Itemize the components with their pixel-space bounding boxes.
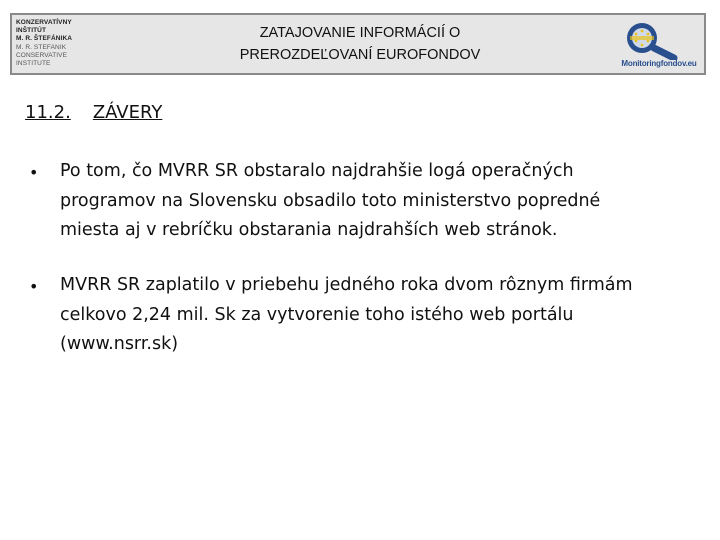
section-title: ZÁVERY: [92, 102, 163, 123]
institute-logo: [16, 19, 82, 71]
institute-logo-line: CONSERVATIVE: [16, 51, 68, 59]
bullet-paragraph-1: [60, 157, 710, 246]
bullet-line: programov na Slovensku obsadilo toto ministerstvo popredné: [60, 190, 601, 211]
institute-logo-line: M. R. ŠTEFÁNIKA: [16, 35, 73, 43]
institute-logo-line: INŠTITÚT: [16, 27, 47, 35]
institute-logo-line: M. R. STEFANIK: [16, 43, 67, 51]
institute-logo-line: KONZERVATÍVNY: [16, 19, 72, 26]
magnifier-icon: [618, 20, 700, 60]
bullet-paragraph-2: [60, 271, 710, 360]
bullet-line: MVRR SR zaplatilo v priebehu jedného roka dvom rôznym firmám: [60, 275, 633, 295]
bullet-marker: •: [29, 277, 39, 296]
monitoring-fondov-logo: [618, 20, 700, 72]
section-heading: [25, 102, 162, 123]
bullet-line: celkovo 2,24 mil. Sk za vytvorenie toho istého web portálu: [60, 304, 574, 325]
title-line-2: PREROZDEĽOVANÍ EUROFONDOV: [239, 47, 481, 63]
title-line-1: ZATAJOVANIE INFORMÁCIÍ O: [259, 25, 461, 41]
bullet-line: miesta aj v rebríčku obstarania najdrahších web stránok.: [60, 220, 558, 240]
institute-logo-line: INSTITUTE: [16, 60, 51, 68]
bullet-marker: •: [29, 163, 39, 182]
section-number: 11.2.: [25, 102, 71, 123]
monitoring-logo-text: Monitoringfondov.eu: [621, 59, 697, 68]
bullet-line: Po tom, čo MVRR SR obstaralo najdrahšie logá operačných: [60, 161, 574, 181]
slide-header: [10, 13, 706, 75]
bullet-line: (www.nsrr.sk): [60, 334, 179, 354]
slide-title: [162, 22, 558, 66]
